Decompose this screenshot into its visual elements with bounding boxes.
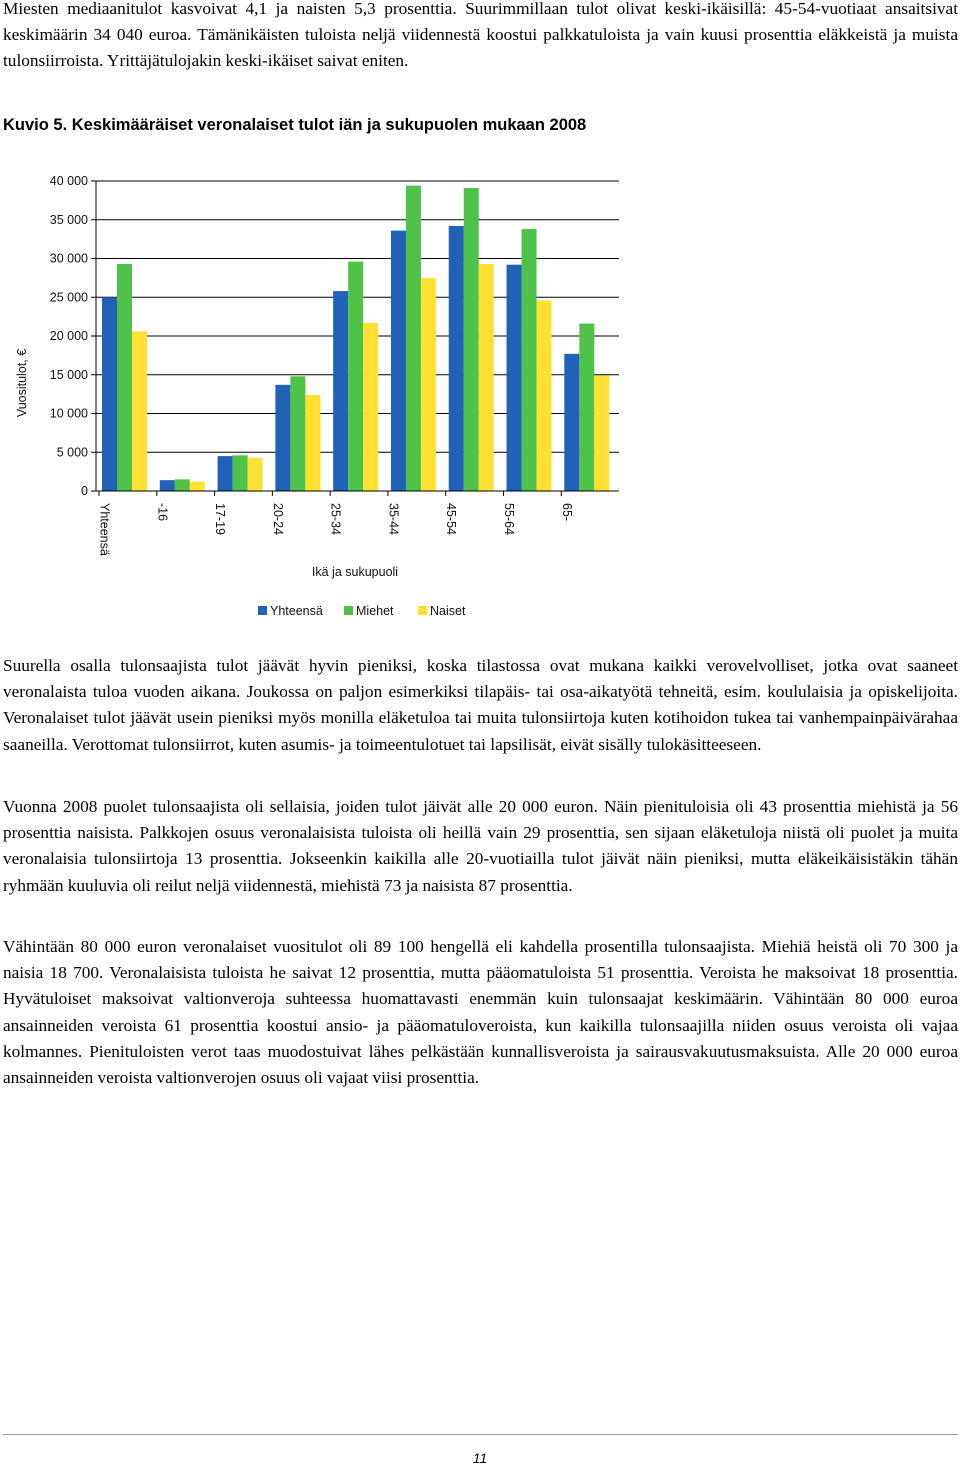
x-tick-label: Yhteensä <box>97 503 112 556</box>
y-tick-label: 20 000 <box>49 329 88 343</box>
y-tick-label: 10 000 <box>49 406 88 421</box>
bar-miehet-8 <box>579 324 594 491</box>
bar-naiset-4 <box>363 323 378 491</box>
bar-miehet-6 <box>464 188 479 491</box>
body-paragraph-1: Suurella osalla tulonsaajista tulot jäävät hyvin pieniksi, koska tilastossa ovat mukana kaikki verovelvolliset, jotka ovat saaneet veronalaista tuloa vuoden aikana. Joukossa on paljon esimerkiksi tilapäis- tai osa-aikatyötä tehneitä, esim. koululaisia ja opiskelijoita. Veronalaiset tulot jäävät usein pieniksi myös monilla eläketuloa tai muita tulonsiirtoja kuten kotihoidon tukea tai vanhempainpäivärahaa saaneilla. Verottomat tulonsiirrot, kuten asumis- ja toimeentulotuet tai lapsilisät, eivät sisälly tulokäsitteeseen. <box>3 656 958 754</box>
bar-miehet-2 <box>233 455 248 491</box>
x-tick-label: 17-19 <box>213 503 228 535</box>
bar-yhteensä-2 <box>218 456 233 491</box>
y-tick-label: 15 000 <box>49 367 88 382</box>
bar-yhteensä-6 <box>449 226 464 491</box>
y-tick-label: 25 000 <box>49 290 88 305</box>
body-paragraph-3: Vähintään 80 000 euron veronalaiset vuositulot oli 89 100 hengellä eli kahdella prosentilla tulonsaajista. Miehiä heistä oli 70 300 ja naisia 18 700. Veronalaisista tuloista he saivat 12 prosenttia, mutta pääomatuloista 51 prosenttia. Veroista he maksoivat 18 prosenttia. Hyvätuloiset maksoivat valtionveroja suhteessa huomattavasti enemmän kuin tulonsaajat keskimäärin. Vähintään 80 000 euroa ansainneiden veroista 61 prosenttia koostui ansio- ja pääomatuloveroista, kun kaikilla tulonsaajilla niiden osuus veroista oli vajaa kolmannes. Pienituloisten verot taas muodostuivat lähes pelkästään kunnallisveroista ja sairausvakuutusmaksuista. Alle 20 000 euroa ansainneiden veroista valtionverojen osuus oli vajaat viisi prosenttia. <box>3 937 958 1088</box>
legend-swatch-naiset <box>418 606 427 615</box>
bar-naiset-0 <box>132 331 147 491</box>
legend-label-yhteensä: Yhteensä <box>270 604 323 618</box>
y-tick-label: 30 000 <box>49 251 88 266</box>
figure-title: Kuvio 5. Keskimääräiset veronalaiset tulot iän ja sukupuolen mukaan 2008 <box>3 116 587 134</box>
bar-miehet-3 <box>290 376 305 491</box>
chart-legend <box>258 604 466 618</box>
bar-miehet-1 <box>175 479 190 491</box>
bar-yhteensä-7 <box>507 265 522 491</box>
legend-swatch-yhteensä <box>258 606 267 615</box>
y-tick-label: 0 <box>81 484 88 498</box>
intro-paragraph: Miesten mediaanitulot kasvoivat 4,1 ja naisten 5,3 prosenttia. Suurimmillaan tulot olivat keski-ikäisillä: 45-54-vuotiaat ansaitsivat keskimäärin 34 040 euroa. Tämänikäisten tuloista neljä viidennestä koostui palkkatuloista ja vain kuusi prosenttia eläkkeistä ja muista tulonsiirroista. Yrittäjätulojakin keski-ikäiset saivat eniten. <box>3 0 958 71</box>
x-tick-label: 65- <box>559 503 574 522</box>
x-tick-label: 45-54 <box>444 503 459 535</box>
bar-yhteensä-5 <box>391 231 406 491</box>
footer-divider <box>3 1434 958 1435</box>
legend-swatch-miehet <box>344 606 353 615</box>
x-tick-label: 25-34 <box>328 503 343 535</box>
bar-yhteensä-4 <box>333 291 348 491</box>
legend-label-naiset: Naiset <box>430 604 466 618</box>
legend-label-miehet: Miehet <box>356 604 394 618</box>
bar-naiset-1 <box>190 482 205 491</box>
bar-naiset-3 <box>305 395 320 491</box>
y-tick-label: 5 000 <box>56 445 88 460</box>
bar-miehet-4 <box>348 262 363 491</box>
income-bar-chart <box>0 160 640 630</box>
bar-naiset-6 <box>479 264 494 491</box>
x-axis-label: Ikä ja sukupuoli <box>311 565 399 579</box>
bar-yhteensä-3 <box>275 385 290 491</box>
y-axis-label: Vuositulot, € <box>15 348 29 418</box>
bar-naiset-7 <box>537 300 552 491</box>
x-tick-label: -16 <box>155 503 170 522</box>
bar-yhteensä-8 <box>564 354 579 491</box>
x-tick-label: 20-24 <box>270 503 285 535</box>
bar-miehet-5 <box>406 186 421 491</box>
x-tick-label: 55-64 <box>502 503 517 535</box>
y-tick-label: 40 000 <box>49 174 88 188</box>
body-paragraph-2: Vuonna 2008 puolet tulonsaajista oli sellaisia, joiden tulot jäivät alle 20 000 euron. Näin pienituloisia oli 43 prosenttia miehistä ja 56 prosenttia naisista. Palkkojen osuus veronalaisista tuloista oli heillä vain 29 prosenttia, sen sijaan eläketuloja niistä oli puolet ja muita veronalaisia tulonsiirtoja 13 prosenttia. Jokseenkin kaikilla alle 20-vuotiailla tulot jäivät näin pieniksi, mutta eläkeikäisistäkin tähän ryhmään kuuluvia oli reilut neljä viidennestä, miehistä 73 ja naisista 87 prosenttia. <box>3 797 958 895</box>
x-tick-label: 35-44 <box>386 503 401 535</box>
bar-miehet-0 <box>117 264 132 491</box>
bar-yhteensä-0 <box>102 297 117 491</box>
bar-naiset-8 <box>594 376 609 491</box>
y-tick-label: 35 000 <box>49 212 88 227</box>
bar-naiset-5 <box>421 278 436 491</box>
bar-naiset-2 <box>248 458 263 491</box>
bar-miehet-7 <box>522 229 537 491</box>
bar-yhteensä-1 <box>160 480 175 491</box>
page-number: 11 <box>472 1450 488 1466</box>
